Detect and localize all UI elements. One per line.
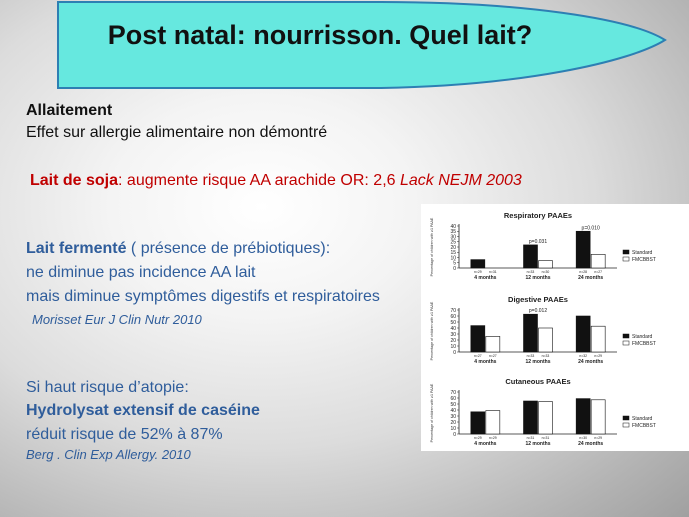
chart-ytick-label-1-2: 20: [450, 337, 456, 344]
bar-1-1-standard: [524, 314, 538, 352]
n-label-1-1-b: n=33: [541, 354, 550, 358]
n-label-1-2-b: n=29: [594, 354, 602, 358]
chart-ytick-label-2-4: 40: [450, 407, 456, 414]
legend-swatch-0-fmcbbst: [623, 257, 629, 261]
legend-label-1-standard: Standard: [632, 334, 653, 340]
n-label-1-0-a: n=27: [474, 354, 482, 358]
soja-text: : augmente risque AA arachide OR: 2,6: [118, 172, 400, 189]
bar-1-0-standard: [471, 326, 485, 352]
n-label-2-0-b: n=29: [489, 436, 497, 440]
chart-ytick-label-2-2: 20: [450, 419, 456, 426]
n-label-0-2-a: n=28: [579, 270, 587, 274]
n-label-1-1-a: n=33: [526, 354, 535, 358]
legend-swatch-2-standard: [623, 416, 629, 420]
chart-ytick-label-0-2: 10: [450, 255, 456, 262]
bar-0-2-fmcbbst: [591, 254, 605, 268]
bar-2-2-standard: [576, 399, 590, 434]
n-label-0-0-a: n=29: [474, 270, 482, 274]
pvalue-1-1: p=0.012: [528, 308, 548, 315]
fermente-suffix: ( présence de prébiotiques):: [126, 240, 331, 257]
bar-0-1-fmcbbst: [539, 261, 553, 268]
allaitement-text: Effet sur allergie alimentaire non démontré: [26, 124, 328, 141]
chart-ytick-label-1-4: 40: [450, 325, 456, 332]
chart-ytick-label-1-6: 60: [450, 313, 456, 320]
chart-ytick-label-1-0: 0: [453, 349, 456, 356]
fermente-line2: ne diminue pas incidence AA lait: [26, 264, 256, 281]
chart-ytick-label-2-6: 60: [450, 395, 456, 402]
n-label-1-2-a: n=32: [579, 354, 587, 358]
chart-ytick-label-0-8: 40: [450, 223, 456, 230]
atopie-line2: Hydrolysat extensif de caséine: [26, 402, 260, 419]
category-label-0-2: 24 months: [578, 275, 604, 281]
chart-ylabel-1: Percentage of children with ≥1 PAAE: [430, 301, 434, 361]
chart-ylabel-2: Percentage of children with ≥1 PAAE: [430, 383, 434, 443]
n-label-2-2-b: n=29: [594, 436, 602, 440]
chart-ytick-label-0-0: 0: [453, 265, 456, 272]
chart-title-1: Digestive PAAEs: [508, 295, 568, 304]
n-label-1-0-b: n=27: [489, 354, 497, 358]
legend-swatch-0-standard: [623, 250, 629, 254]
bar-1-1-fmcbbst: [539, 328, 553, 352]
n-label-0-1-a: n=33: [526, 270, 535, 274]
chart-title-2: Cutaneous PAAEs: [505, 377, 571, 386]
fermente-line1: [26, 240, 330, 258]
bar-2-1-standard: [524, 401, 538, 434]
chart-ytick-label-1-5: 50: [450, 319, 456, 326]
category-label-1-2: 24 months: [578, 359, 604, 365]
soja-ref: Lack NEJM 2003: [399, 172, 522, 189]
chart-ytick-label-2-1: 10: [450, 425, 456, 432]
bar-2-2-fmcbbst: [591, 400, 605, 434]
soja-line: [30, 172, 522, 190]
chart-ytick-label-1-1: 10: [450, 343, 456, 350]
n-label-2-1-a: n=31: [526, 436, 535, 440]
legend-swatch-1-standard: [623, 334, 629, 338]
category-label-2-0: 4 months: [474, 441, 497, 447]
category-label-1-0: 4 months: [474, 359, 497, 365]
allaitement-heading: Allaitement: [26, 102, 113, 119]
bar-2-0-fmcbbst: [486, 411, 500, 434]
chart-ytick-label-1-3: 30: [450, 331, 456, 338]
chart-ytick-label-0-3: 15: [450, 250, 456, 257]
bar-1-2-fmcbbst: [591, 326, 605, 352]
bar-1-0-fmcbbst: [486, 336, 500, 352]
category-label-0-1: 12 months: [525, 275, 551, 281]
paae-charts-svg: [421, 204, 689, 451]
n-label-2-0-a: n=29: [474, 436, 482, 440]
fermente-ref: Morisset Eur J Clin Nutr 2010: [32, 312, 202, 327]
atopie-line1: Si haut risque d’atopie:: [26, 379, 189, 396]
n-label-0-1-b: n=30: [541, 270, 550, 274]
category-label-2-2: 24 months: [578, 441, 604, 447]
chart-ytick-label-2-0: 0: [453, 431, 456, 438]
bar-2-1-fmcbbst: [539, 402, 553, 434]
fermente-label: Lait fermenté: [26, 240, 127, 257]
atopie-line3: réduit risque de 52% à 87%: [26, 426, 223, 443]
category-label-0-0: 4 months: [474, 275, 497, 281]
bar-0-2-standard: [576, 231, 590, 268]
n-label-2-1-b: n=31: [541, 436, 550, 440]
n-label-2-2-a: n=30: [579, 436, 587, 440]
pvalue-0-1: p=0.031: [528, 238, 548, 245]
n-label-0-2-b: n=27: [594, 270, 602, 274]
chart-ytick-label-1-7: 70: [450, 307, 456, 314]
slide-title: Post natal: nourrisson. Quel lait?: [107, 20, 533, 50]
chart-ytick-label-0-4: 20: [450, 244, 456, 251]
legend-label-1-fmcbbst: FMCBBST: [632, 341, 656, 347]
category-label-2-1: 12 months: [525, 441, 551, 447]
atopie-ref: Berg . Clin Exp Allergy. 2010: [26, 447, 191, 462]
legend-label-0-fmcbbst: FMCBBST: [632, 257, 656, 263]
bar-2-0-standard: [471, 412, 485, 434]
category-label-1-1: 12 months: [525, 359, 551, 365]
legend-swatch-2-fmcbbst: [623, 423, 629, 427]
bar-0-0-standard: [471, 260, 485, 268]
chart-ytick-label-0-5: 25: [450, 239, 456, 246]
chart-ytick-label-0-6: 30: [450, 234, 456, 241]
chart-ytick-label-0-1: 5: [453, 260, 456, 267]
soja-label: Lait de soja: [30, 172, 119, 189]
chart-ytick-label-2-3: 30: [450, 413, 456, 420]
bar-1-2-standard: [576, 316, 590, 352]
chart-ytick-label-2-7: 70: [450, 389, 456, 396]
legend-swatch-1-fmcbbst: [623, 341, 629, 345]
chart-ylabel-0: Percentage of children with ≥1 PAAE: [430, 217, 434, 277]
chart-ytick-label-0-7: 35: [450, 229, 456, 236]
chart-ytick-label-2-5: 50: [450, 401, 456, 408]
legend-label-2-standard: Standard: [632, 416, 653, 422]
legend-label-2-fmcbbst: FMCBBST: [632, 423, 656, 429]
legend-label-0-standard: Standard: [632, 250, 653, 256]
paae-figure: [421, 204, 689, 451]
chart-title-0: Respiratory PAAEs: [503, 211, 573, 220]
n-label-0-0-b: n=31: [489, 270, 497, 274]
bar-0-1-standard: [524, 245, 538, 268]
fermente-line3: mais diminue symptômes digestifs et respiratoires: [26, 288, 380, 305]
pvalue-0-2: p=0.010: [581, 225, 600, 232]
